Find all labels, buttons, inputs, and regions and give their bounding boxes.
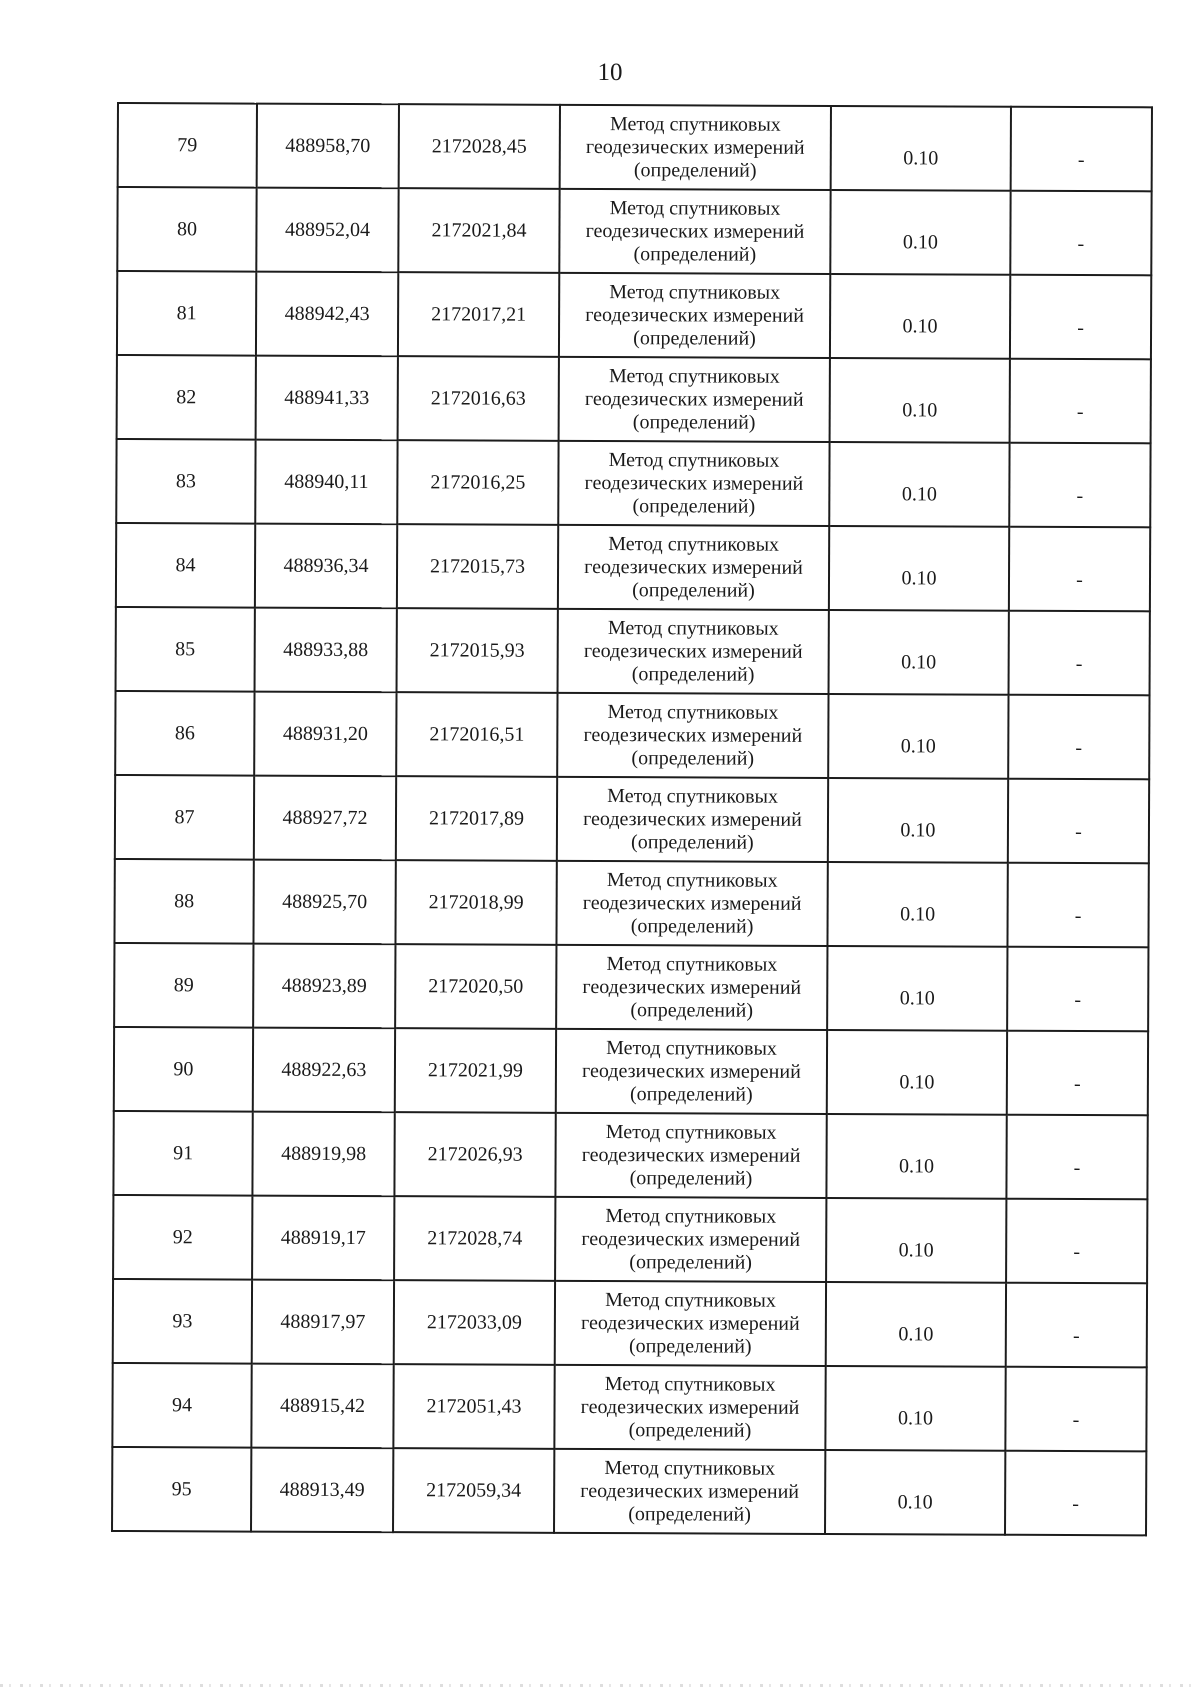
point-number-cell: 79: [118, 103, 257, 188]
accuracy-cell: [827, 862, 1007, 947]
x-coordinate-cell: 488933,88: [255, 608, 397, 693]
y-coordinate-cell: 2172021,84: [398, 188, 559, 273]
y-coordinate-cell: 2172021,99: [395, 1028, 556, 1113]
y-coordinate-cell: 2172016,51: [396, 692, 557, 777]
method-line: (определений): [630, 998, 754, 1022]
note-cell: [1007, 1031, 1148, 1116]
method-cell: [556, 861, 827, 946]
x-coordinate-cell: 488941,33: [256, 356, 398, 441]
accuracy-cell: [829, 526, 1009, 611]
note-cell: [1006, 1115, 1147, 1200]
note-cell: [1010, 275, 1151, 360]
method-line: Метод спутниковых: [606, 1036, 777, 1060]
method-line: Метод спутниковых: [608, 364, 780, 388]
accuracy-value: 0.10: [898, 1238, 934, 1261]
x-coordinate-cell: 488913,49: [251, 1448, 393, 1533]
method-cell: [557, 777, 828, 862]
coordinates-table: [111, 102, 1153, 1536]
accuracy-value: 0.10: [900, 734, 936, 757]
note-cell: [1008, 695, 1149, 780]
accuracy-value: 0.10: [902, 398, 938, 421]
method-line: (определений): [630, 914, 754, 938]
point-number-cell: 80: [117, 187, 256, 272]
point-number-cell: 91: [113, 1111, 252, 1196]
accuracy-cell: [828, 694, 1008, 779]
accuracy-value: 0.10: [899, 1154, 935, 1177]
x-coordinate-cell: 488931,20: [254, 692, 396, 777]
x-coordinate-cell: 488952,04: [256, 188, 398, 273]
point-number-cell: 92: [113, 1195, 252, 1280]
point-number-cell: 83: [116, 439, 255, 524]
method-line: Метод спутниковых: [609, 280, 781, 304]
method-cell: [558, 609, 829, 694]
note-cell: [1010, 359, 1151, 444]
accuracy-value: 0.10: [902, 314, 938, 337]
accuracy-value: 0.10: [901, 482, 937, 505]
method-line: геодезических измерений: [583, 639, 803, 663]
note-cell: [1006, 1283, 1147, 1368]
note-cell: [1007, 947, 1148, 1032]
method-cell: [559, 189, 830, 274]
accuracy-value: 0.10: [897, 1490, 933, 1513]
table-row: [113, 1195, 1147, 1283]
method-line: геодезических измерений: [582, 891, 802, 915]
method-cell: [554, 1365, 825, 1450]
method-line: геодезических измерений: [582, 975, 802, 999]
y-coordinate-cell: 2172051,43: [393, 1364, 554, 1449]
accuracy-value: 0.10: [901, 566, 937, 589]
note-value: -: [1075, 821, 1082, 844]
method-line: Метод спутниковых: [604, 1456, 776, 1480]
point-number-cell: 95: [112, 1447, 251, 1532]
table-row: [116, 607, 1150, 695]
method-cell: [559, 357, 830, 442]
table-row: [113, 1111, 1147, 1199]
x-coordinate-cell: 488940,11: [255, 440, 397, 525]
accuracy-cell: [830, 274, 1010, 359]
table-row: [114, 1027, 1148, 1115]
note-value: -: [1074, 989, 1082, 1012]
note-value: -: [1072, 1493, 1080, 1516]
scan-artifact-line: [0, 1684, 1200, 1687]
accuracy-cell: [828, 778, 1008, 863]
accuracy-cell: [827, 1030, 1007, 1115]
x-coordinate-cell: 488919,98: [252, 1112, 394, 1197]
method-line: (определений): [632, 578, 755, 602]
x-coordinate-cell: 488958,70: [257, 104, 399, 189]
method-cell: [554, 1449, 825, 1534]
method-line: Метод спутниковых: [605, 1288, 776, 1312]
method-line: (определений): [633, 242, 757, 266]
table-row: [114, 859, 1148, 947]
method-line: Метод спутниковых: [608, 532, 780, 556]
x-coordinate-cell: 488919,17: [252, 1196, 394, 1281]
method-line: геодезических измерений: [584, 555, 803, 579]
method-line: Метод спутниковых: [607, 784, 779, 808]
note-value: -: [1077, 149, 1085, 172]
accuracy-value: 0.10: [899, 986, 935, 1009]
note-value: -: [1076, 485, 1084, 508]
accuracy-value: 0.10: [899, 1070, 935, 1093]
method-line: Метод спутниковых: [608, 448, 780, 472]
note-value: -: [1077, 233, 1085, 256]
y-coordinate-cell: 2172015,73: [397, 524, 558, 609]
accuracy-value: 0.10: [897, 1406, 934, 1429]
note-cell: [1011, 107, 1152, 192]
table-row: [116, 523, 1150, 611]
point-number-cell: 89: [114, 943, 253, 1028]
accuracy-cell: [827, 946, 1007, 1031]
method-line: геодезических измерений: [582, 1059, 801, 1083]
y-coordinate-cell: 2172017,21: [398, 272, 559, 357]
point-number-cell: 88: [114, 859, 253, 944]
note-cell: [1005, 1451, 1146, 1536]
method-line: (определений): [628, 1418, 752, 1442]
x-coordinate-cell: 488922,63: [253, 1028, 395, 1113]
x-coordinate-cell: 488917,97: [252, 1280, 394, 1365]
table-body: [112, 103, 1152, 1535]
method-line: (определений): [633, 326, 756, 350]
accuracy-cell: [829, 442, 1009, 527]
accuracy-cell: [825, 1450, 1005, 1535]
note-cell: [1010, 191, 1151, 276]
note-value: -: [1076, 401, 1084, 424]
method-cell: [557, 693, 828, 778]
table-row: [116, 439, 1150, 527]
method-line: геодезических измерений: [580, 1479, 800, 1503]
accuracy-value: 0.10: [900, 902, 936, 925]
y-coordinate-cell: 2172016,25: [397, 440, 558, 525]
method-line: геодезических измерений: [584, 471, 804, 495]
method-line: Метод спутниковых: [605, 1204, 777, 1228]
point-number-cell: 87: [115, 775, 254, 860]
method-line: (определений): [629, 1250, 753, 1274]
table-row: [118, 103, 1152, 191]
method-line: (определений): [629, 1166, 753, 1190]
point-number-cell: 84: [116, 523, 255, 608]
accuracy-cell: [826, 1282, 1006, 1367]
note-cell: [1009, 611, 1150, 696]
note-cell: [1008, 779, 1149, 864]
note-cell: [1006, 1199, 1147, 1284]
method-line: Метод спутниковых: [607, 700, 779, 724]
table-row: [112, 1447, 1146, 1535]
note-value: -: [1075, 737, 1083, 760]
accuracy-value: 0.10: [898, 1322, 934, 1345]
method-line: геодезических измерений: [585, 135, 805, 159]
table-row: [113, 1279, 1147, 1367]
table-row: [114, 943, 1148, 1031]
accuracy-cell: [830, 190, 1010, 275]
method-cell: [555, 1113, 826, 1198]
method-cell: [560, 105, 831, 190]
point-number-cell: 93: [113, 1279, 252, 1364]
note-value: -: [1074, 905, 1082, 928]
method-line: Метод спутниковых: [606, 868, 778, 892]
method-line: Метод спутниковых: [604, 1372, 776, 1396]
method-line: (определений): [631, 662, 755, 686]
note-cell: [1005, 1367, 1146, 1452]
accuracy-value: 0.10: [902, 230, 938, 253]
method-line: (определений): [631, 830, 754, 854]
note-value: -: [1073, 1241, 1081, 1264]
point-number-cell: 85: [116, 607, 255, 692]
y-coordinate-cell: 2172033,09: [394, 1280, 555, 1365]
accuracy-cell: [831, 106, 1011, 191]
method-line: геодезических измерений: [581, 1143, 801, 1167]
method-line: (определений): [632, 494, 756, 518]
x-coordinate-cell: 488936,34: [255, 524, 397, 609]
method-line: геодезических измерений: [585, 303, 805, 327]
method-line: геодезических измерений: [581, 1227, 801, 1251]
method-line: геодезических измерений: [583, 723, 803, 747]
method-cell: [558, 441, 829, 526]
x-coordinate-cell: 488942,43: [256, 272, 398, 357]
accuracy-cell: [830, 358, 1010, 443]
method-line: Метод спутниковых: [606, 952, 778, 976]
y-coordinate-cell: 2172015,93: [397, 608, 558, 693]
method-line: (определений): [628, 1502, 751, 1526]
note-value: -: [1077, 317, 1084, 340]
y-coordinate-cell: 2172017,89: [396, 776, 557, 861]
note-value: -: [1076, 569, 1083, 592]
method-line: Метод спутниковых: [609, 196, 781, 220]
y-coordinate-cell: 2172028,74: [394, 1196, 555, 1281]
note-value: -: [1073, 1157, 1081, 1180]
method-line: (определений): [631, 746, 755, 770]
note-value: -: [1074, 1073, 1081, 1096]
x-coordinate-cell: 488927,72: [254, 776, 396, 861]
table-row: [117, 355, 1151, 443]
point-number-cell: 90: [114, 1027, 253, 1112]
method-line: геодезических измерений: [585, 219, 805, 243]
table-row: [117, 271, 1151, 359]
note-value: -: [1072, 1409, 1080, 1432]
point-number-cell: 82: [117, 355, 256, 440]
note-cell: [1009, 527, 1150, 612]
method-line: геодезических измерений: [583, 807, 802, 831]
point-number-cell: 86: [115, 691, 254, 776]
method-cell: [558, 525, 829, 610]
accuracy-cell: [825, 1366, 1005, 1451]
x-coordinate-cell: 488923,89: [253, 944, 395, 1029]
y-coordinate-cell: 2172020,50: [395, 944, 556, 1029]
accuracy-cell: [829, 610, 1009, 695]
y-coordinate-cell: 2172059,34: [393, 1448, 554, 1533]
y-coordinate-cell: 2172018,99: [395, 860, 556, 945]
method-cell: [555, 1197, 826, 1282]
method-line: геодезических измерений: [580, 1395, 800, 1419]
note-cell: [1007, 863, 1148, 948]
accuracy-value: 0.10: [903, 146, 939, 169]
page-number: 10: [597, 59, 623, 86]
method-line: (определений): [629, 1082, 753, 1106]
accuracy-cell: [826, 1114, 1006, 1199]
table-row: [115, 691, 1149, 779]
x-coordinate-cell: 488915,42: [251, 1364, 393, 1449]
method-line: Метод спутниковых: [607, 616, 779, 640]
y-coordinate-cell: 2172016,63: [398, 356, 559, 441]
y-coordinate-cell: 2172026,93: [394, 1112, 555, 1197]
point-number-cell: 81: [117, 271, 256, 356]
accuracy-value: 0.10: [900, 818, 936, 841]
table-row: [115, 775, 1149, 863]
method-line: геодезических измерений: [584, 387, 804, 411]
table-row: [112, 1363, 1146, 1451]
note-value: -: [1075, 653, 1083, 676]
accuracy-value: 0.10: [901, 650, 937, 673]
method-cell: [559, 273, 830, 358]
method-line: (определений): [632, 410, 756, 434]
method-line: (определений): [633, 158, 757, 182]
method-line: Метод спутниковых: [605, 1120, 777, 1144]
note-value: -: [1072, 1325, 1080, 1348]
table-row: [117, 187, 1151, 275]
method-cell: [555, 1281, 826, 1366]
y-coordinate-cell: 2172028,45: [399, 104, 560, 189]
method-line: Метод спутниковых: [609, 112, 781, 136]
x-coordinate-cell: 488925,70: [253, 860, 395, 945]
accuracy-cell: [826, 1198, 1006, 1283]
method-cell: [556, 945, 827, 1030]
method-line: геодезических измерений: [580, 1311, 800, 1335]
method-line: (определений): [628, 1334, 752, 1358]
note-cell: [1009, 443, 1150, 528]
method-cell: [556, 1029, 827, 1114]
point-number-cell: 94: [112, 1363, 251, 1448]
